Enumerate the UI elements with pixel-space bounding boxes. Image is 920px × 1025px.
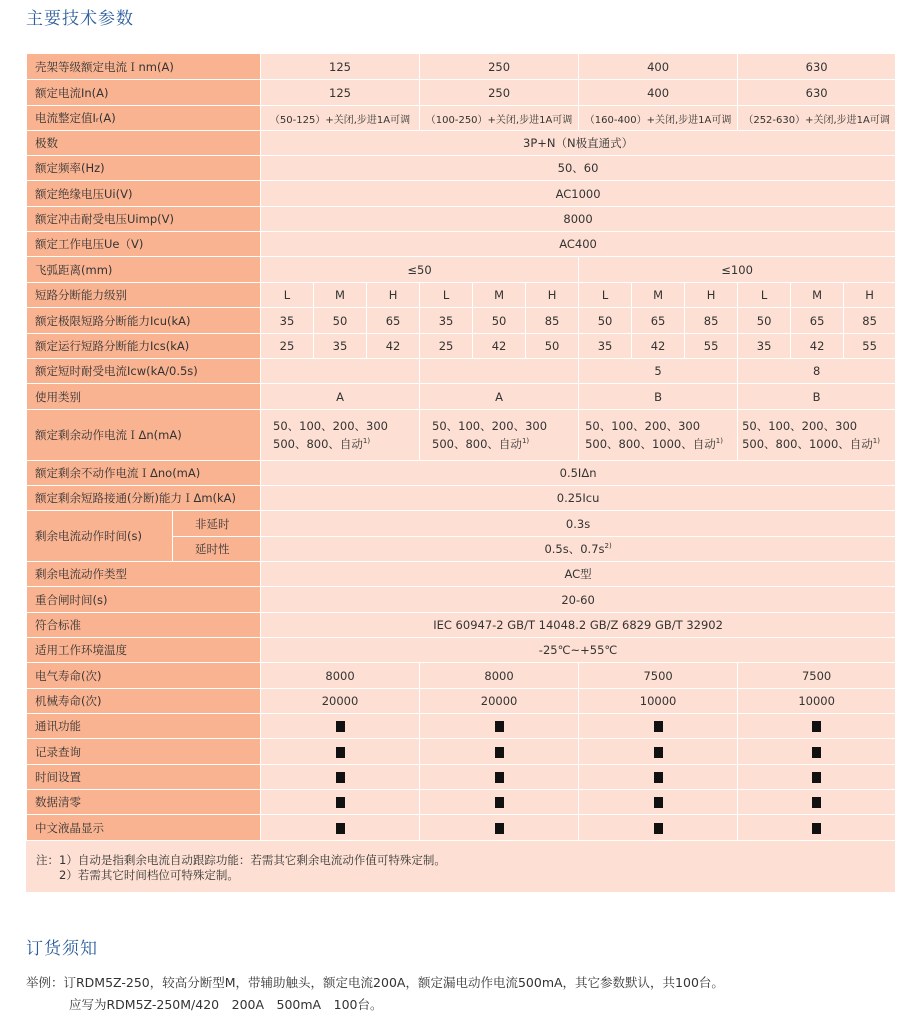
cell <box>420 714 579 739</box>
cell: 65 <box>367 308 420 334</box>
cell: 35 <box>579 334 632 359</box>
cell: H <box>685 283 738 308</box>
row-setting <box>27 106 896 131</box>
cell <box>420 790 579 815</box>
cell: 20000 <box>420 689 579 714</box>
row-temp <box>27 638 896 663</box>
row-lcd <box>27 815 896 841</box>
cell <box>261 410 420 461</box>
footnote-ref: 1) <box>715 436 723 445</box>
row-ui <box>27 181 896 207</box>
cell: L <box>738 283 791 308</box>
row-frame <box>27 54 896 80</box>
cell: 50 <box>314 308 367 334</box>
cell: 25 <box>261 334 314 359</box>
row-label: 额定频率(Hz) <box>27 156 261 181</box>
filled-square-icon <box>495 772 504 783</box>
cell-line: 500、800、1000、自动 <box>585 436 716 451</box>
row-label: 额定冲击耐受电压Uimp(V) <box>27 207 261 232</box>
row-label: 短路分断能力级别 <box>27 283 261 308</box>
cell: （50-125）+关闭,步进1A可调 <box>261 106 420 131</box>
row-label: 额定电流In(A) <box>27 80 261 106</box>
cell: 8 <box>738 359 896 384</box>
cell: 125 <box>261 54 420 80</box>
order-example <box>26 972 724 1016</box>
filled-square-icon <box>654 747 663 758</box>
cell <box>261 714 420 739</box>
row-label: 符合标准 <box>27 613 261 638</box>
cell-line: 50、100、200、300 <box>432 418 548 433</box>
footnote-ref: 1) <box>521 436 530 445</box>
row-label: 额定短时耐受电流Icw(kA/0.5s) <box>27 359 261 384</box>
filled-square-icon <box>495 797 504 808</box>
cell <box>738 714 896 739</box>
footnote-ref: 1) <box>872 436 880 445</box>
cell: 42 <box>632 334 685 359</box>
cell: 85 <box>526 308 579 334</box>
example-line-2: 应写为RDM5Z-250M/420 200A 500mA 100台。 <box>69 997 383 1012</box>
filled-square-icon <box>336 747 345 758</box>
cell: 125 <box>261 80 420 106</box>
cell: 50 <box>738 308 791 334</box>
filled-square-icon <box>812 747 821 758</box>
cell: 400 <box>579 80 738 106</box>
row-label: 通讯功能 <box>27 714 261 739</box>
cell: B <box>579 384 738 410</box>
row-level <box>27 283 896 308</box>
row-ue <box>27 232 896 257</box>
spec-table <box>26 53 895 892</box>
cell <box>261 765 420 790</box>
cell: 0.25Icu <box>261 486 896 511</box>
cell: 55 <box>844 334 896 359</box>
cell: -25℃~+55℃ <box>261 638 896 663</box>
row-reclose <box>27 587 896 613</box>
row-rated <box>27 80 896 106</box>
cell: 35 <box>420 308 473 334</box>
cell: 20000 <box>261 689 420 714</box>
filled-square-icon <box>812 721 821 732</box>
cell-line: 50、100、200、300 <box>742 418 858 433</box>
cell <box>420 765 579 790</box>
filled-square-icon <box>336 721 345 732</box>
filled-square-icon <box>654 823 663 834</box>
footnote-ref: 2) <box>604 542 612 551</box>
note-2: 2）若需其它时间档位可特殊定制。 <box>36 868 239 882</box>
cell: L <box>261 283 314 308</box>
row-type <box>27 562 896 587</box>
filled-square-icon <box>654 721 663 732</box>
cell-line: 500、800、自动 <box>432 436 522 451</box>
cell: M <box>791 283 844 308</box>
row-icw <box>27 359 896 384</box>
cell <box>261 815 420 841</box>
cell-line: 50、100、200、300 <box>273 418 388 433</box>
row-uimp <box>27 207 896 232</box>
cell: H <box>526 283 579 308</box>
row-label: 飞弧距离(mm) <box>27 257 261 283</box>
cell <box>579 714 738 739</box>
cell: 20-60 <box>261 587 896 613</box>
cell-line: 500、800、自动 <box>273 436 363 451</box>
cell: 7500 <box>738 663 896 689</box>
cell: 630 <box>738 54 896 80</box>
row-label: 额定剩余不动作电流ＩΔno(mA) <box>27 461 261 486</box>
cell: L <box>420 283 473 308</box>
row-label: 额定剩余动作电流ＩΔn(mA) <box>27 410 261 461</box>
cell <box>738 739 896 765</box>
cell: 5 <box>579 359 738 384</box>
row-sublabel: 非延时 <box>173 511 261 537</box>
row-standard <box>27 613 896 638</box>
cell: L <box>579 283 632 308</box>
cell: 0.5IΔn <box>261 461 896 486</box>
cell: 42 <box>791 334 844 359</box>
cell: 50 <box>579 308 632 334</box>
cell: 35 <box>738 334 791 359</box>
section-title: 主要技术参数 <box>26 9 134 29</box>
cell: 55 <box>685 334 738 359</box>
cell: M <box>473 283 526 308</box>
cell: AC1000 <box>261 181 896 207</box>
cell: A <box>261 384 420 410</box>
cell: 10000 <box>738 689 896 714</box>
cell: H <box>367 283 420 308</box>
filled-square-icon <box>495 747 504 758</box>
row-label: 电流整定值Iᵣ(A) <box>27 106 261 131</box>
cell-line: 50、100、200、300 <box>585 418 701 433</box>
cell-text: 0.5s、0.7s <box>544 542 605 556</box>
cell: 0.3s <box>261 511 896 537</box>
row-ics <box>27 334 896 359</box>
cell: 42 <box>367 334 420 359</box>
cell: 50、60 <box>261 156 896 181</box>
cell: 50 <box>473 308 526 334</box>
note-1: 注：1）自动是指剩余电流自动跟踪功能：若需其它剩余电流动作值可特殊定制。 <box>36 853 446 867</box>
filled-square-icon <box>654 797 663 808</box>
cell: AC型 <box>261 562 896 587</box>
filled-square-icon <box>336 823 345 834</box>
row-category <box>27 384 896 410</box>
row-rtime-1 <box>27 511 896 537</box>
cell: 250 <box>420 54 579 80</box>
cell <box>420 410 579 461</box>
cell: 8000 <box>420 663 579 689</box>
row-idn <box>27 410 896 461</box>
cell: IEC 60947-2 GB/T 14048.2 GB/Z 6829 GB/T 32902 <box>261 613 896 638</box>
row-label: 剩余电流动作时间(s) <box>27 511 173 562</box>
table-notes <box>36 853 446 883</box>
cell: 35 <box>314 334 367 359</box>
cell: M <box>632 283 685 308</box>
row-label: 中文液晶显示 <box>27 815 261 841</box>
order-title: 订货须知 <box>26 939 98 959</box>
row-label: 时间设置 <box>27 765 261 790</box>
cell: B <box>738 384 896 410</box>
cell: A <box>420 384 579 410</box>
cell: H <box>844 283 896 308</box>
cell: M <box>314 283 367 308</box>
cell: （160-400）+关闭,步进1A可调 <box>579 106 738 131</box>
filled-square-icon <box>812 772 821 783</box>
cell: ≤50 <box>261 257 579 283</box>
cell: 250 <box>420 80 579 106</box>
cell: 50 <box>526 334 579 359</box>
row-mlife <box>27 689 896 714</box>
row-label: 剩余电流动作类型 <box>27 562 261 587</box>
filled-square-icon <box>654 772 663 783</box>
row-idm <box>27 486 896 511</box>
cell <box>738 815 896 841</box>
cell: 10000 <box>579 689 738 714</box>
row-clear <box>27 790 896 815</box>
filled-square-icon <box>812 797 821 808</box>
cell <box>420 359 579 384</box>
row-sublabel: 延时性 <box>173 537 261 562</box>
cell <box>738 410 896 461</box>
cell <box>579 410 738 461</box>
row-icu <box>27 308 896 334</box>
row-label: 机械寿命(次) <box>27 689 261 714</box>
filled-square-icon <box>336 797 345 808</box>
filled-square-icon <box>495 721 504 732</box>
row-idno <box>27 461 896 486</box>
cell <box>261 359 420 384</box>
filled-square-icon <box>495 823 504 834</box>
row-label: 额定绝缘电压Ui(V) <box>27 181 261 207</box>
row-label: 重合闸时间(s) <box>27 587 261 613</box>
cell: 85 <box>844 308 896 334</box>
row-label: 数据清零 <box>27 790 261 815</box>
cell <box>261 790 420 815</box>
row-label: 记录查询 <box>27 739 261 765</box>
row-label: 适用工作环境温度 <box>27 638 261 663</box>
cell: （100-250）+关闭,步进1A可调 <box>420 106 579 131</box>
cell: 65 <box>791 308 844 334</box>
cell <box>420 815 579 841</box>
cell-line: 500、800、1000、自动 <box>742 436 873 451</box>
cell: 25 <box>420 334 473 359</box>
cell: 7500 <box>579 663 738 689</box>
row-label: 额定工作电压Ue（V) <box>27 232 261 257</box>
cell <box>738 790 896 815</box>
cell: （252-630）+关闭,步进1A可调 <box>738 106 896 131</box>
cell <box>579 739 738 765</box>
filled-square-icon <box>336 772 345 783</box>
cell: 42 <box>473 334 526 359</box>
row-label: 额定剩余短路接通(分断)能力ＩΔm(kA) <box>27 486 261 511</box>
cell <box>579 790 738 815</box>
cell <box>261 537 896 562</box>
cell: AC400 <box>261 232 896 257</box>
row-label: 额定运行短路分断能力Ics(kA) <box>27 334 261 359</box>
cell <box>579 765 738 790</box>
row-time-setting <box>27 765 896 790</box>
cell <box>420 739 579 765</box>
cell: 400 <box>579 54 738 80</box>
row-poles <box>27 131 896 156</box>
row-comm <box>27 714 896 739</box>
row-freq <box>27 156 896 181</box>
filled-square-icon <box>812 823 821 834</box>
example-line-1: 举例：订RDM5Z-250，较高分断型M，带辅助触头，额定电流200A，额定漏电动作电流500mA，其它参数默认，共100台。 <box>26 975 724 990</box>
row-arc <box>27 257 896 283</box>
row-label: 电气寿命(次) <box>27 663 261 689</box>
cell: 35 <box>261 308 314 334</box>
cell: 8000 <box>261 663 420 689</box>
cell: 85 <box>685 308 738 334</box>
cell: 630 <box>738 80 896 106</box>
spec-table-grid <box>26 53 896 841</box>
cell: 3P+N（N极直通式） <box>261 131 896 156</box>
cell <box>738 765 896 790</box>
row-label: 使用类别 <box>27 384 261 410</box>
row-label: 壳架等级额定电流Ｉnm(A) <box>27 54 261 80</box>
cell: 65 <box>632 308 685 334</box>
row-label: 极数 <box>27 131 261 156</box>
row-log <box>27 739 896 765</box>
cell: 8000 <box>261 207 896 232</box>
row-label: 额定极限短路分断能力Icu(kA) <box>27 308 261 334</box>
cell <box>261 739 420 765</box>
footnote-ref: 1) <box>362 436 371 445</box>
cell <box>579 815 738 841</box>
cell: ≤100 <box>579 257 896 283</box>
row-elife <box>27 663 896 689</box>
